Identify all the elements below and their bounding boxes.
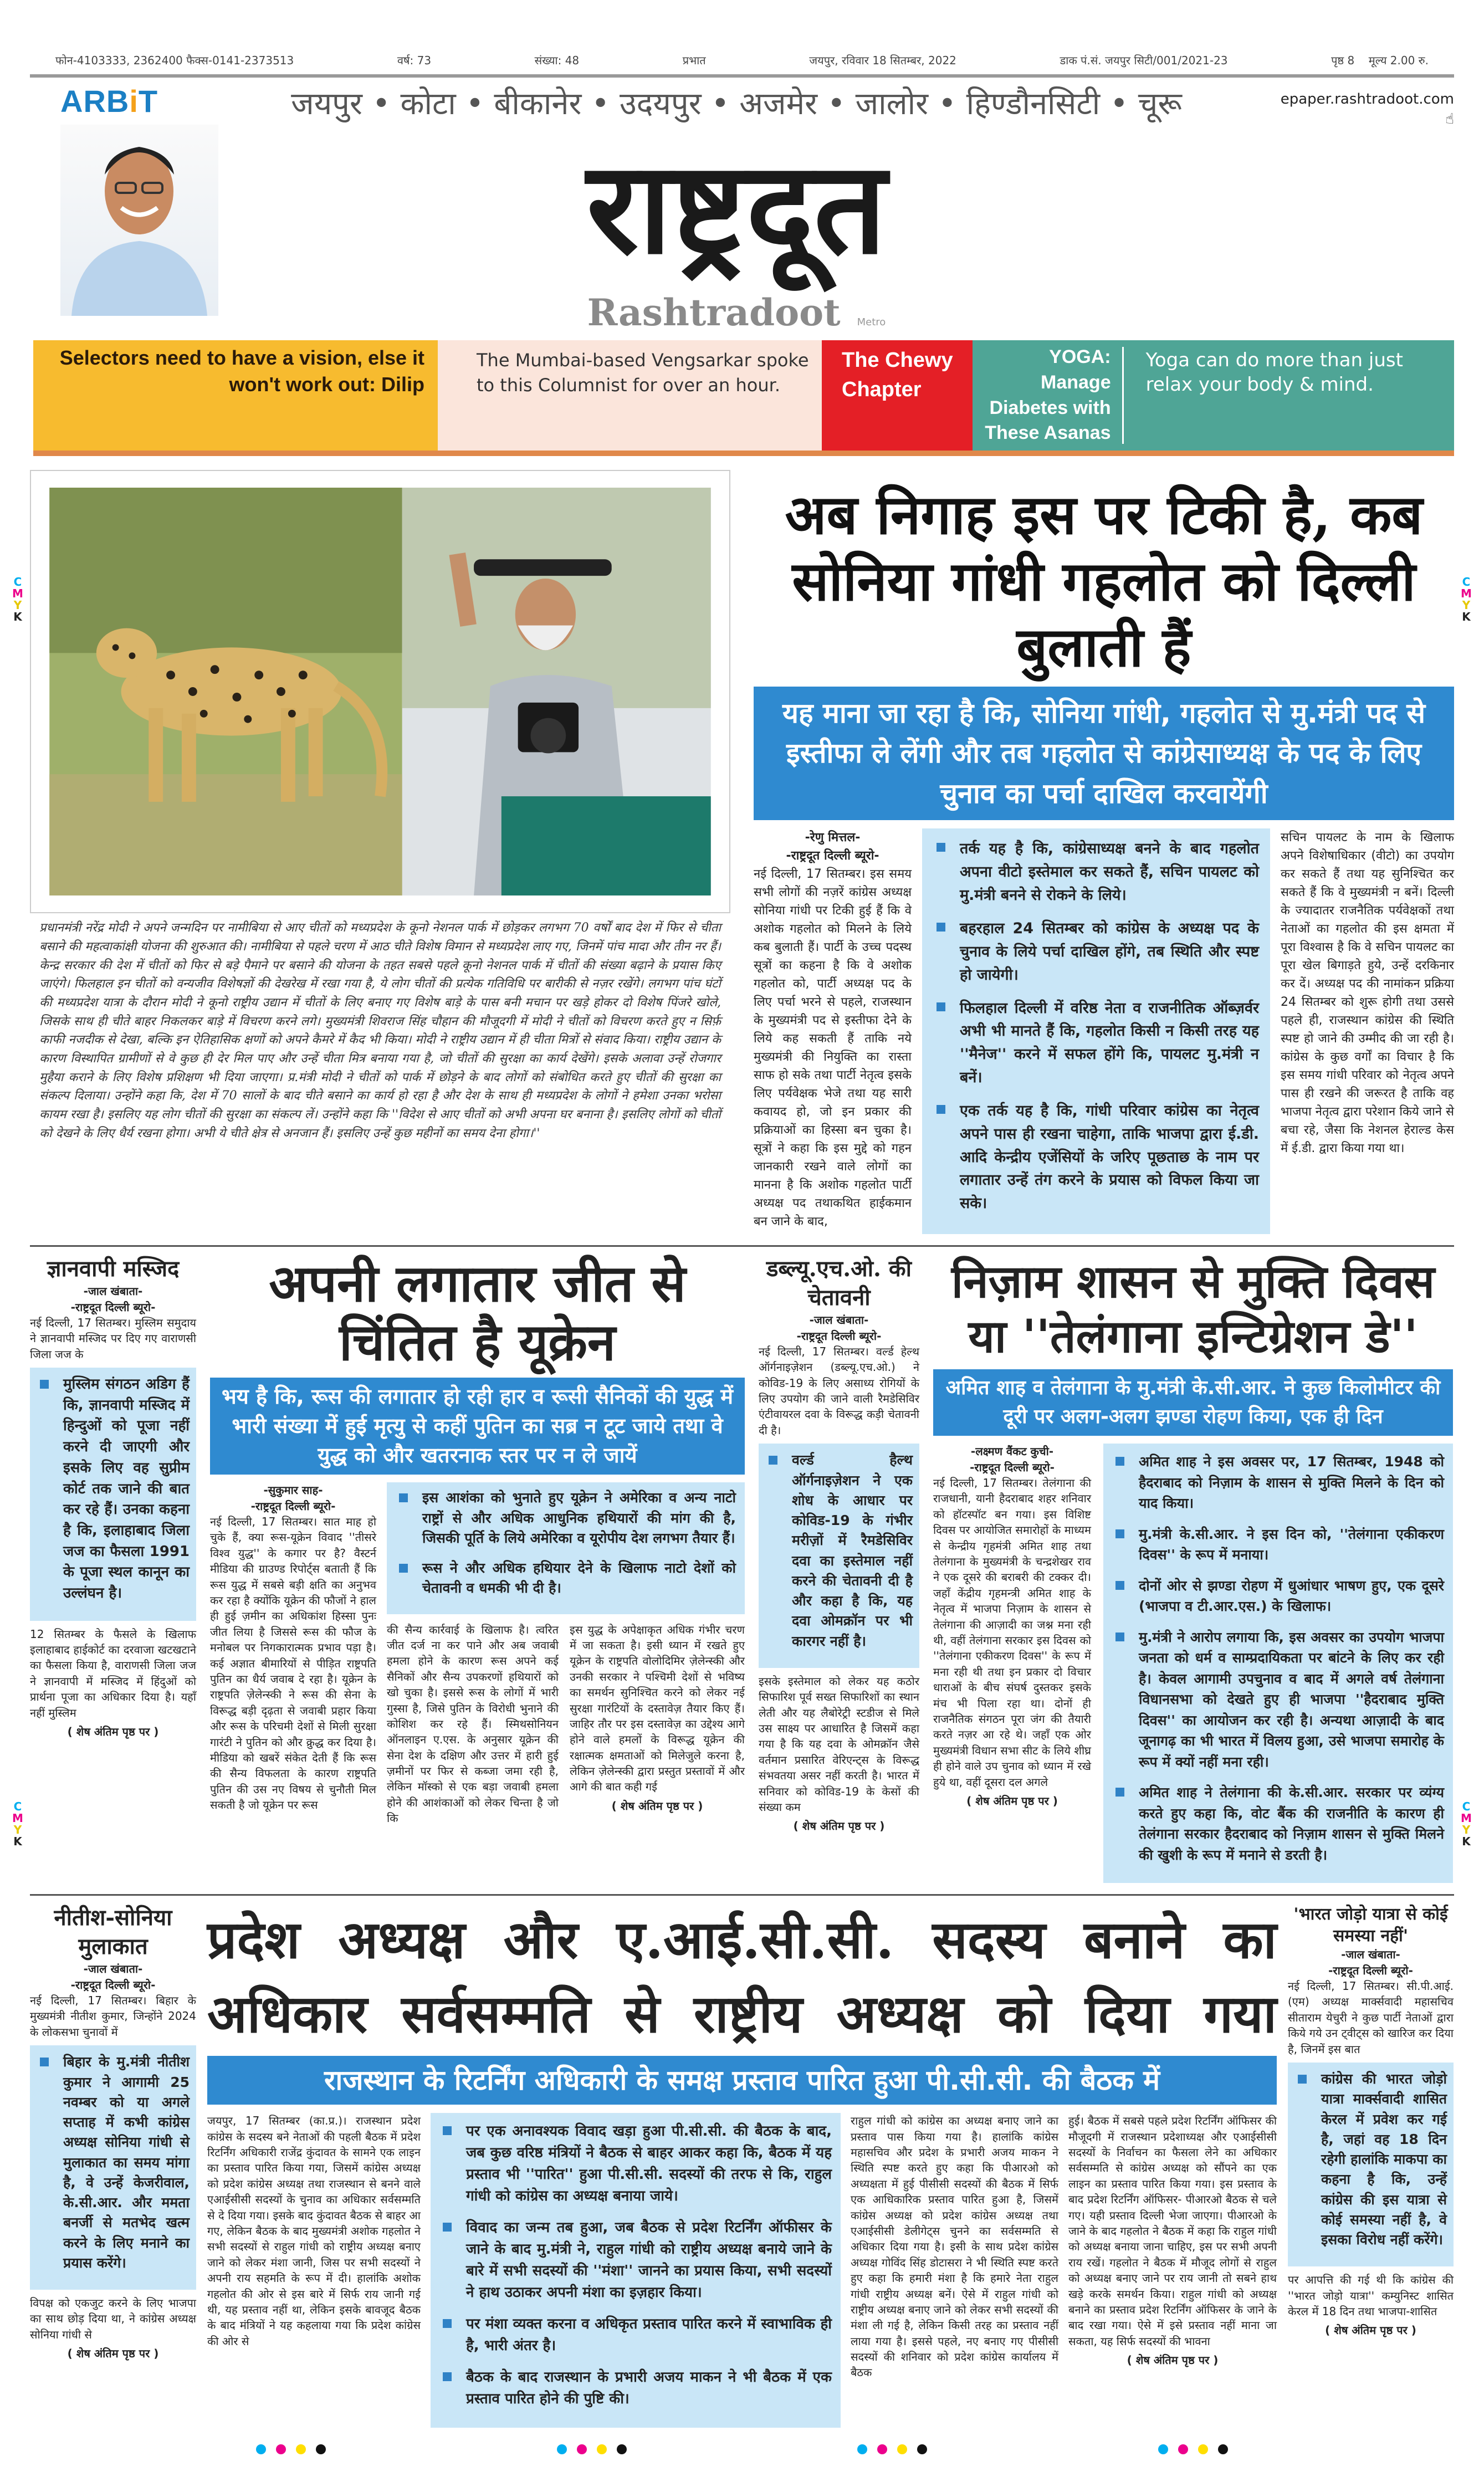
divider (30, 1245, 1454, 1247)
folio-strip (30, 53, 1454, 74)
bureau: -राष्ट्रदूत दिल्ली ब्यूरो- (1328, 1963, 1413, 1977)
highlight-item: अमित शाह ने तेलंगाना की के.सी.आर. सरकार पर व्यंग्य करते हुए कहा कि, वोट बैंक की राजनीति के कारण ही तेलंगाना सरकार हैदराबाद को निज़ाम शासन से मुक्ति मिलने की खुशी के रूप में मनाने से डरती है। (1112, 1782, 1444, 1865)
body-text: हुई। बैठक में सबसे पहले प्रदेश रिटर्निंग ऑफिसर की मौजूदगी में राजस्थान प्रदेशाध्यक्ष और एआईसीसी सदस्यों के निर्वाचन का फैसला लेने का अधिकार सर्वसम्मति से कांग्रेस अध्यक्ष को सौंपने का एक लाइन का प्रस्ताव पारित किया गया। इस प्रस्ताव के बाद प्रदेश रिटर्निंग ऑफिसर- पीआरओ बैठक से चले गए। यही प्रस्ताव दिल्ली भेजा जाएगा। पीआरओ के जाने के बाद गहलोत ने बैठक में कहा कि राहुल गांधी को अध्यक्ष बनाया जाना चाहिए, इस पर सभी अपनी राय रखें। गहलोत ने बैठक में मौजूद लोगों से राहुल को अध्यक्ष बनाए जाने पर राय जानी तो सबने हाथ खड़े करके समर्थन किया। राहुल गांधी को अध्यक्ष बनाने का प्रस्ताव प्रदेश रिटर्निंग ऑफिसर के जाने के बाद रखा गया। ऐसे में इसे प्रस्ताव नहीं माना जा सकता, यह सिर्फ सदस्यों की भावना (1068, 2114, 1277, 2348)
continued-link[interactable]: ( शेष अंतिम पृष्ठ पर ) (1127, 2353, 1219, 2367)
epaper-link[interactable]: epaper.rashtradoot.com (1280, 91, 1454, 108)
highlight-item: पर मंशा व्यक्त करना व अधिकृत प्रस्ताव पारित करने में स्वाभाविक ही है, भारी अंतर है। (439, 2314, 832, 2357)
byline: -लक्ष्मण वैंकट कुची- (970, 1445, 1054, 1459)
cmyk-registration-mark: C M Y K (1461, 1800, 1472, 1848)
masthead: राष्ट्रदूत (586, 132, 887, 283)
pcc-story (207, 1903, 1277, 2428)
lead-column-right: सचिन पायलट के नाम के खिलाफ अपने विशेषाधिकार (वीटो) का उपयोग कर सकते हैं तथा यह सुनिश्चित कर सकते हैं कि वे मुख्यमंत्री न बनें। दिल्ली के ज्यादातर राजनैतिक पर्यवेक्षकों तथा नेताओं का गहलोत की इस क्षमता में पूरा विश्वास है कि वे सचिन पायलट का पूरा खेल बिगाड़ते हुये, उन्हें दरकिनार कर दें। अध्यक्ष पद की नामांकन प्रक्रिया 24 सितम्बर को शुरू होगी तथा उससे पहले ही, राजस्थान कांग्रेस की स्थिति स्पष्ट हो जाने की उम्मीद की जा रही है। कांग्रेस के कुछ वर्गों का विचार है कि इस समय गांधी परिवार को नेतृत्व अपने पास ही रखने की जरूरत है ताकि वह भाजपा नेतृत्व द्वारा परेशान किये जाने से बचा रहे, जैसा कि नेशनल हेराल्ड केस में ई.डी. द्वारा किया गया था। (1281, 831, 1454, 1156)
teaser-bar (33, 340, 1454, 457)
ukraine-headline[interactable]: अपनी लगातार जीत से चिंतित है यूक्रेन (269, 1253, 686, 1372)
lead-column-left (754, 828, 912, 1231)
highlight-item: बैठक के बाद राजस्थान के प्रभारी अजय माकन ने भी बैठक में एक प्रस्ताव पारित होने की पुष्टि की। (439, 2367, 832, 2410)
lead-photo (30, 470, 730, 913)
metro-label: Metro (857, 316, 886, 328)
columnist-photo (60, 125, 218, 316)
body-text: इसके इस्तेमाल को लेकर यह कठोर सिफारिश पूर्व सख्त सिफारिशों का स्थान लेती और यह लैबोरेट्री स्टडीज से मिले उस साक्ष्य पर आधारित है जिसमें कहा गया है कि यह दवा के ओमक्रॉन जैसे वर्तमान प्रसारित वेरिएन्ट्स के विरूद्ध संभवतया असर नहीं करती है। भारत में सनिवार को कोविड-19 के केसों की संख्या कम (759, 1674, 919, 1814)
byline: -जाल खंबाता- (83, 1285, 143, 1298)
postal-reg: डाक पं.सं. जयपुर सिटी/001/2021-23 (1060, 54, 1228, 67)
highlight-item: अमित शाह ने इस अवसर पर, 17 सितम्बर, 1948 को हैदराबाद को निज़ाम के शासन से मुक्ति मिलने के दिन को याद किया। (1112, 1451, 1444, 1514)
edition-cities: जयपुर • कोटा • बीकानेर • उदयपुर • अजमेर • जालोर • हिण्डौनसिटी • चूरू (291, 86, 1182, 122)
highlight-item: मुस्लिम संगठन अडिग हैं कि, ज्ञानवापी मस्जिद में हिन्दुओं को पूजा नहीं करने दी जाएगी और इसके लिए वह सुप्रीम कोर्ट तक जाने की बात कर रहे हैं। उनका कहना है कि, इलाहाबाद जिला जज का फैसला 1991 के पूजा स्थल कानून का उल्लंघन है। (37, 1374, 190, 1604)
phone: फोन-4103333, 2362400 फैक्स-0141-2373513 (55, 54, 294, 67)
teaser-yoga[interactable] (973, 340, 1454, 451)
continued-link[interactable]: ( शेष अंतिम पृष्ठ पर ) (966, 1794, 1058, 1808)
highlight-item: एक तर्क यह है कि, गांधी परिवार कांग्रेस का नेतृत्व अपने पास ही रखना चाहेगा, ताकि भाजपा द्वारा ई.डी. आदि केन्द्रीय एजेंसियों के जरिए पूछताछ के नाम पर लगातार उन्हें तंग करने के प्रयास को विफल किया जा सके। (933, 1099, 1259, 1215)
body-text: इस युद्ध के अपेक्षाकृत अधिक गंभीर चरण में जा सकता है। इसी ध्यान में रखते हुए यूक्रेन के राष्ट्रपति वोलोदिमिर ज़ेलेन्स्की और उनकी सरकार ने पश्चिमी देशों से भविष्य का समर्थन सुनिश्चित करने को लेकर नई सुरक्षा गारंटियों के दस्तावेज़ तैयार किए हैं। जाहिर तौर पर इस दस्तावेज़ का उद्देश्य आगे होने वाले हमलों के विरूद्ध यूक्रेन की रक्षात्मक क्षमताओं को मिलेजुले करना है, लेकिन ज़ेलेन्स्की द्वारा प्रस्तुत प्रस्तावों में और आगे की बात कही गई (570, 1623, 745, 1794)
dateline: जयपुर, रविवार 18 सितम्बर, 2022 (809, 54, 956, 67)
yoga-title: Manage Diabetes with These Asanas (985, 371, 1111, 444)
byline: -जाल खंबाता- (809, 1313, 869, 1327)
body-text: नई दिल्ली, 17 सितम्बर। सात माह हो चुके हैं, क्या रूस-यूक्रेन विवाद ''तीसरे विश्व युद्ध'' के कगार पर है? वैस्टर्न मीडिया की ग्राउण्ड रिपोर्ट्स बताती हैं कि रूस युद्ध में सबसे बड़ी क्षति का अनुभव कर रहा है क्योंकि यूक्रेन की फौजों ने हाल ही हुई ज़मीन का अधिकांश हिस्सा पुनः जीत लिया है जिससे रूस की फौज के मनोबल पर निगकारात्मक प्रभाव पड़ा है। कई अज्ञात बीमारियों से पीड़ित राष्ट्रपति पुतिन का धैर्य जवाब दे रहा है। यूक्रेन के राष्ट्रपति ज़ेलेन्स्की ने रूस की सेना के विरूद्ध बड़ी दृढ़ता से जवाबी प्रहार किया और रूस के परिचमी देशों से मिली सुरक्षा गारंटी ने पुतिन को और क्रुद्ध कर दिया है। मीडिया को खबरें संकेत देती हैं कि रूस की सैन्य विफलता के कारण राष्ट्रपति पुतिन की उस नए विषय से चुनौती मिल सकती है जो यूक्रेन पर रूस (210, 1515, 376, 1812)
highlight-item: दोनों ओर से झण्डा रोहण में धुआंधार भाषण हुए, एक दूसरे (भाजपा व टी.आर.एस.) के खिलाफ। (1112, 1575, 1444, 1617)
highlight-item: रूस ने और अधिक हथियार देने के खिलाफ नाटो देशों को चेतावनी व धमकी भी दी है। (396, 1558, 736, 1599)
gyanvapi-story (30, 1255, 196, 1739)
byline: -सुकुमार साह- (263, 1483, 323, 1497)
body-text: नई दिल्ली, 17 सितम्बर। सी.पी.आई. (एम) अध्यक्ष मार्क्सवादी महासचिव सीताराम येचुरी ने कुछ पार्टी नेताओं द्वारा किये गये उन ट्वीट्स को खारिज कर दिया है, जिनमें इस बात (1288, 1979, 1454, 2056)
ukraine-story (210, 1255, 745, 1826)
lead-section (30, 470, 1454, 1234)
divider (30, 1894, 1454, 1896)
lead-highlights (922, 828, 1270, 1234)
ukraine-column-2: की सैन्य कार्रवाई के खिलाफ है। त्वरित जीत दर्ज ना कर पाने और अब जवाबी हमला होने के कारण रूस अपने कई सैनिकों और सैन्य उपकरणों हथियारों को खो चुका है। इससे रूस के लोगों में भारी गुस्सा है, जिसे पुतिन के विरोधी भुनाने की कोशिश कर रहे हैं। स्मिथसोनियन ऑनलाइन ए.एस. के अनुसार यूक्रेन की सेना देश के दक्षिण और उत्तर में हारी हुई ज़मीनों पर फिर से कब्जा जमा रही है, लेकिन मॉस्को से एक बड़ा जवाबी हमला होने की आशंकाओं को लेकर चिन्ता है जो कि (387, 1623, 559, 1825)
bharat-jodo-story (1288, 1903, 1454, 2338)
issue: संख्या: 48 (534, 54, 580, 67)
highlight-item: तर्क यह है कि, कांग्रेसाध्यक्ष बनने के बाद गहलोत अपना वीटो इस्तेमाल कर सकते हैं, सचिन पायलट को मु.मंत्री बनने से रोकने के लिये। (933, 837, 1259, 907)
who-story (759, 1255, 919, 1834)
bureau: -राष्ट्रदूत दिल्ली ब्यूरो- (970, 1460, 1055, 1474)
body-text: पर आपत्ति की गई थी कि कांग्रेस की ''भारत जोड़ो यात्रा'' कम्युनिस्ट शासित केरल में 18 दिन तथा भाजपा-शासित (1288, 2273, 1454, 2319)
highlight-item: वर्ल्ड हैल्थ ऑर्गनाइज़ेशन ने एक शोध के आधार पर कोविड-19 के गंभीर मरीज़ों में रैमडेसिविर दवा का इस्तेमाल नहीं करने की चेतावनी दी है और कहा है कि, यह दवा ओमक्रॉन पर भी कारगर नहीं है। (765, 1450, 913, 1651)
telangana-story (933, 1255, 1453, 1883)
bureau: -राष्ट्रदूत दिल्ली ब्यूरो- (70, 1978, 156, 1992)
bottom-section (30, 1903, 1454, 2428)
edition: प्रभात (682, 54, 706, 67)
ukraine-subhead: भय है कि, रूस की लगातार हो रही हार व रूसी सैनिकों की युद्ध में भारी संख्या में हुई मृत्यु से कहीं पुतिन का सब्र न टूट जाये तथा वे युद्ध को और खतरनाक स्तर पर न ले जायें (210, 1378, 745, 1475)
pcc-column-1: जयपुर, 17 सितम्बर (का.प्र.)। राजस्थान प्रदेश कांग्रेस के सदस्य बने नेताओं की पहली बैठक में प्रदेश रिटर्निंग अधिकारी राजेंद्र कुंदावत के सामने एक लाइन का प्रस्ताव पारित किया गया, जिसमें कांग्रेस अध्यक्ष को प्रदेश कांग्रेस अध्यक्ष तथा राजस्थान से बनने वाले एआईसीसी सदस्यों के चुनाव का अधिकार सर्वसम्मति से दे दिया गया। इसके बाद कुंदावत बैठक से बाहर आ गए, लेकिन बैठक के बाद मुख्यमंत्री अशोक गहलोत ने सभी सदस्यों से राहुल गांधी को राष्ट्रीय अध्यक्ष बनाए जाने को लेकर मंशा जानी, जिस पर सभी सदस्यों ने अपनी राय सहमति के रूप में दी। हालांकि अशोक गहलोत की ओर से इस बारे में सिर्फ राय जानी गई थी, यह प्रस्ताव नहीं था, लेकिन इसके बावजूद बैठक के बाद मंत्रियों ने यह कहलाया गया कि प्रदेश कांग्रेस की ओर से (207, 2114, 421, 2348)
byline: -जाल खंबाता- (1341, 1948, 1400, 1962)
highlight-item: फिलहाल दिल्ली में वरिष्ठ नेता व राजनीतिक ऑब्ज़र्वर अभी भी मानते हैं कि, गहलोत किसी न किसी तरह यह ''मैनेज'' करने में सफल होंगे कि, पायलट मु.मंत्री न बनें। (933, 997, 1259, 1089)
year: वर्ष: 73 (397, 54, 432, 67)
cmyk-registration-mark: C M Y K (12, 1800, 23, 1848)
sponsor-logo: ARBiT (60, 84, 158, 119)
color-dots (557, 2444, 627, 2454)
body-text: नई दिल्ली, 17 सितम्बर। वर्ल्ड हेल्थ ऑर्गनाइज़ेशन (डब्ल्यू.एच.ओ.) ने कोविड-19 के लिए असाध्य रोगियों के लिए उपयोग की जाने वाली रैमडेसिविर एंटीवायरल दवा के विरूद्ध कड़ी चेतावनी दी है। (759, 1344, 919, 1437)
bureau: -राष्ट्रदूत दिल्ली ब्यूरो- (786, 849, 879, 863)
color-dots (857, 2444, 927, 2454)
photo-caption: प्रधानमंत्री नरेंद्र मोदी ने अपने जन्मदिन पर नामीबिया से आए चीतों को मध्यप्रदेश के कूनो नेशनल पार्क में छोड़कर लगभग 70 वर्षों बाद देश में फिर से चीता बसाने की महत्वाकांक्षी योजना की शुरुआत की। नामीबिया से पहले चरण में आठ चीते विशेष विमान से मध्यप्रदेश लाए गए, जिनमें पांच मादा और तीन नर हैं। केन्द्र सरकार की देश में चीतों को फिर से बड़े पैमाने पर बसाने की योजना के तहत सबसे पहले कूनो नेशनल पार्क में चीतों की संख्या बढ़ाने के प्रयास किए जाएंगे। फिलहाल इन चीतों को वन्यजीव विशेषज्ञों की देखरेख में रखा गया है, ये लोग चीतों की प्रत्येक गतिविधि पर बारीकी से नज़र रखेंगे। लगभग पांच घंटों की मध्यप्रदेश यात्रा के दौरान मोदी ने कूनो राष्ट्रीय उद्यान में चीतों के लिए बनाए गए विशेष बाड़े के पास बनी मचान पर खड़े होकर दो विशेष पिंजरे खोले, जिसके साथ ही चीते बाहर निकलकर बाड़े में विचरण करने लगे। मुख्यमंत्री शिवराज सिंह चौहान की मौजूदगी में मोदी ने चीतों को विचरण करते हुए न सिर्फ़ काफी नजदीक से देखा, बल्कि इन ऐतिहासिक क्षणों को अपने कैमरे में कैद भी किया। मोदी ने राष्ट्रीय उद्यान में ही चीता मित्रों से संवाद किया। राष्ट्रीय उद्यान के कारण विस्थापित ग्रामीणों से वे कुछ ही देर मिल पाए और उन्हें चीता मित्र बनाया गया है, जो चीतों की सुरक्षा का कार्य देखेंगे। इसके अलावा उन्हें रोजगार मुहैया कराने के लिए विशेष प्रशिक्षण भी दिया जाएगा। प्र.मंत्री मोदी ने चीतों को पार्क में छोड़ने के बाद लोगों को संबोधित करते हुए चीतों की सुरक्षा का संकल्प दिलाया। उन्होंने कहा कि, देश में 70 सालों के बाद चीते बसाने का कार्य हो रहा है और देश के साथ ही मध्यप्रदेश के लोगों ने हमेशा उनका भरोसा कायम रखा है। इसलिए यह लोग चीतों की सुरक्षा का संकल्प लें। उन्होंने कहा कि ''विदेश से आए चीतों को अभी अपना घर बनाना है। इसलिए लोगों को चीतों को देखने के लिए धैर्य रखना होगा। अभी ये चीते क्षेत्र से अनजान हैं। इसलिए उन्हें कुछ महीनों का समय देना होगा।'' (39, 921, 721, 1140)
pcc-subhead: राजस्थान के रिटर्निंग अधिकारी के समक्ष प्रस्ताव पारित हुआ पी.सी.सी. की बैठक में (207, 2056, 1277, 2105)
hand-cursor-icon: ☝ (1445, 111, 1454, 127)
ukraine-column-3 (570, 1622, 745, 1814)
pcc-column-3 (1068, 2113, 1277, 2368)
pcc-column-2: राहुल गांधी को कांग्रेस का अध्यक्ष बनाए जाने का प्रस्ताव पास किया गया है। हालांकि कांग्रेस महासचिव और प्रदेश के प्रभारी अजय माकन ने स्थिति स्पष्ट करते हुए कहा कि पीआरओ को अध्यक्षता में हुई पीसीसी सदस्यों की बैठक में सिर्फ एक आधिकारिक प्रस्ताव पारित हुआ है, जिसमें कांग्रेस अध्यक्ष को प्रदेश कांग्रेस अध्यक्ष तथा एआईसीसी डेलीगेट्स चुनने का सर्वसम्मति से अधिकार दिया गया है। इसी के साथ प्रदेश कांग्रेस अध्यक्ष गोविंद सिंह डोटासरा ने भी स्थिति स्पष्ट करते हुए कहा कि हमारी मंशा है कि हमारे नेता राहुल गांधी राष्ट्रीय अध्यक्ष बनें। ऐसे में राहुल गांधी को राष्ट्रीय अध्यक्ष बनाए जाने को लेकर सभी सदस्यों की मंशा ली गई है, लेकिन किसी तरह का प्रस्ताव नहीं लाया गया है। इससे पहले, नए बनाए गए पीसीसी सदस्यों की शनिवार को प्रदेश कांग्रेस कार्यालय में बैठक (851, 2114, 1058, 2379)
continued-link[interactable]: ( शेष अंतिम पृष्ठ पर ) (793, 1819, 885, 1833)
bharat-jodo-headline[interactable]: 'भारत जोड़ो यात्रा से कोई समस्या नहीं' (1293, 1905, 1448, 1946)
lead-subhead: यह माना जा रहा है कि, सोनिया गांधी, गहलोत से मु.मंत्री पद से इस्तीफा ले लेंगी और तब गहलोत से कांग्रेसाध्यक्ष के पद के लिए चुनाव का पर्चा दाखिल करवायेंगी (754, 687, 1454, 821)
cmyk-registration-mark: C M Y K (12, 575, 23, 623)
bureau: -राष्ट्रदूत दिल्ली ब्यूरो- (70, 1300, 156, 1314)
masthead-english: Rashtradoot (587, 290, 841, 334)
nitish-headline[interactable]: नीतीश-सोनिया मुलाकात (54, 1905, 172, 1960)
body-text: 12 सितम्बर के फैसले के खिलाफ इलाहाबाद हाईकोर्ट का दरवाजा खटखटाने का फैसला किया है, वाराणसी जिला जज ने ज्ञानवापी में मस्जिद में हिंदुओं को प्रार्थना पूजा का अधिकार दिया है। यहाँ नहीं मुस्लिम (30, 1627, 196, 1720)
ukraine-column-1 (210, 1482, 376, 1813)
byline: -जाल खंबाता- (83, 1962, 143, 1976)
highlight-item: बिहार के मु.मंत्री नीतीश कुमार ने आगामी 25 नवम्बर को या अगले सप्ताह में कभी कांग्रेस अध्यक्ष सोनिया गांधी से मुलाकात का समय मांगा है, वे उन्हें केजरीवाल, के.सी.आर. और ममता बनर्जी से मतभेद खत्म करने के लिए मनाने का प्रयास करेंगे। (37, 2052, 190, 2273)
continued-link[interactable]: ( शेष अंतिम पृष्ठ पर ) (1325, 2324, 1416, 2337)
byline: -रेणु मित्तल- (805, 831, 861, 845)
highlight-item: बहरहाल 24 सितम्बर को कांग्रेस के अध्यक्ष पद के चुनाव के लिये पर्चा दाखिल होंगे, तब स्थिति और स्पष्ट हो जायेगी। (933, 917, 1259, 987)
highlight-item: विवाद का जन्म तब हुआ, जब बैठक से प्रदेश रिटर्निंग ऑफीसर के जाने के बाद मु.मंत्री ने, राहुल गांधी को राष्ट्रीय अध्यक्ष बनाये जाने के बारे में सभी सदस्यों की ''मंशा'' जानने का प्रयास किया, सभी सदस्यों ने हाथ उठाकर अपनी मंशा का इज़हार किया। (439, 2217, 832, 2304)
highlight-item: मु.मंत्री ने आरोप लगाया कि, इस अवसर का उपयोग भाजपा जनता को धर्म व साम्प्रदायिकता पर बांटने के लिए कर रही है। केवल आगामी उपचुनाव व बाद में अगले वर्ष तेलंगाना विधानसभा को देखते हुए ही भाजपा ''हैदराबाद मुक्ति दिवस'' का आयोजन कर रही है। अन्यथा आज़ादी के बाद जूनागढ़ का भी भारत में विलय हुआ, उसे भाजपा समारोह के रूप में क्यों नहीं मना रही। (1112, 1627, 1444, 1773)
gyanvapi-headline[interactable]: ज्ञानवापी मस्जिद (47, 1256, 180, 1282)
nitish-story (30, 1903, 196, 2361)
divider (30, 74, 1454, 78)
ukraine-highlights (387, 1482, 745, 1614)
pcc-headline[interactable]: प्रदेश अध्यक्ष और ए.आई.सी.सी. सदस्य बनाने का अधिकार सर्वसम्मति से राष्ट्रीय अध्यक्ष को दिया गया (207, 1910, 1277, 2045)
bureau: -राष्ट्रदूत दिल्ली ब्यूरो- (796, 1329, 882, 1343)
highlight-item: कांग्रेस की भारत जोड़ो यात्रा मार्क्सवादी शासित केरल में प्रवेश कर गई है, जहां वह 18 दिन रहेगी हालांकि माकपा का कहना है कि, उन्हें कांग्रेस की इस यात्रा से कोई समस्या नहीं है, वे इसका विरोध नहीं करेंगे। (1294, 2069, 1447, 2250)
telangana-highlights (1103, 1444, 1453, 1883)
body-text: नई दिल्ली, 17 सितम्बर। बिहार के मुख्यमंत्री नीतीश कुमार, जिन्होंने 2024 के लोकसभा चुनावों में (30, 1994, 196, 2039)
continued-link[interactable]: ( शेष अंतिम पृष्ठ पर ) (611, 1799, 703, 1813)
highlight-item: पर एक अनावश्यक विवाद खड़ा हुआ पी.सी.सी. की बैठक के बाद, जब कुछ वरिष्ठ मंत्रियों ने बैठक से बाहर आकर कहा कि, बैठक में यह प्रस्ताव भी ''पारित'' हुआ पी.सी.सी. सदस्यों की तरफ से कि, राहुल गांधी को कांग्रेस का अध्यक्ष बनाया जाये। (439, 2121, 832, 2207)
body-text: नई दिल्ली, 17 सितम्बर। तेलंगाना की राजधानी, यानी हैदराबाद शहर शनिवार को हॉटस्पॉट बन गया। इस विशिष्ट दिवस पर आयोजित समारोहों के माध्यम से केन्द्रीय गृहमंत्री अमित शाह तथा तेलंगाना के मुख्यमंत्री के चन्द्रशेखर राव ने एक दूसरे की बराबरी की टक्कर दी। जहाँ केंद्रीय गृहमन्त्री अमित शाह के नेतृत्व में भाजपा निज़ाम के शासन से तेलंगाना की आज़ादी का जश्न मना रही थी, वहीं तेलंगाना सरकार इस दिवस को ''तेलंगाना एकीकरण दिवस'' के रूप में मना रही थी तथा इन प्रकार दो विचार धाराओं के बीच संघर्ष दुस्तकर इसके मंच भी पिला रहा था। दोनों ही राजनैतिक संगठन पूरा जंग की तैयारी करते नज़र आ रहे थे। जहाँ एक ओर मुख्यमंत्री विधान सभा सीट के लिये शीघ्र ही होने वाले उप चुनाव को ध्यान में रखे हुये था, वहीं दूसरा दल अगले (933, 1476, 1091, 1789)
teaser-cricket[interactable]: Selectors need to have a vision, else it won't work out: Dilip (33, 340, 438, 451)
middle-section (30, 1255, 1454, 1883)
cmyk-registration-mark: C M Y K (1461, 575, 1472, 623)
masthead-area (30, 83, 1454, 335)
body-text: विपक्ष को एकजुट करने के लिए भाजपा का साथ छोड़ दिया था, ने कांग्रेस अध्यक्ष सोनिया गांधी से (30, 2296, 196, 2341)
color-dots (256, 2444, 326, 2454)
body-text: नई दिल्ली, 17 सितम्बर। इस समय सभी लोगों की नज़रें कांग्रेस अध्यक्ष सोनिया गांधी पर टिकी हुई हैं कि वे अशोक गहलोत को मिलने के लिये कब बुलाती हैं। पार्टी के उच्च पदस्थ सूत्रों का कहना है कि वे अशोक गहलोत को, पार्टी अध्यक्ष पद के लिए पर्चा भरने से पहले, राजस्थान के मुख्यमंत्री पद से इस्तीफा देने के लिये कह सकती हैं ताकि नये मुख्यमंत्री की नियुक्ति का रास्ता साफ हो सके तथा पार्टी नेतृत्व इसके लिए पर्यवेक्षक भेजे तथा यह सारी कवायद हो, जो इन प्रकार की प्रक्रियाओं का हिस्सा बन चुका है। सूत्रों ने कहा कि इस मुद्दे को गहन जानकारी रखने वाले लोगों का मानना है कि अशोक गहलोत पार्टी अध्यक्ष पद तथाकथित हाईकमान बन जाने के बाद, (754, 867, 912, 1229)
telangana-column (933, 1444, 1091, 1809)
lead-headline[interactable]: अब निगाह इस पर टिकी है, कब सोनिया गांधी गहलोत को दिल्ली बुलाती हैं (785, 483, 1423, 680)
teaser-chewy-chapter[interactable]: The Chewy Chapter (822, 340, 973, 451)
yoga-sub: Yoga can do more than just relax your body & mind. (1122, 347, 1454, 444)
price: मूल्य 2.00 रु. (1368, 54, 1429, 67)
telangana-subhead: अमित शाह व तेलंगाना के मु.मंत्री के.सी.आर. ने कुछ किलोमीटर की दूरी पर अलग-अलग झण्डा रोहण किया, एक ही दिन (933, 1369, 1453, 1436)
continued-link[interactable]: ( शेष अंतिम पृष्ठ पर ) (67, 1725, 159, 1738)
who-headline[interactable]: डब्ल्यू.एच.ओ. की चेतावनी (766, 1256, 912, 1311)
continued-link[interactable]: ( शेष अंतिम पृष्ठ पर ) (67, 2347, 159, 2361)
color-dots (1158, 2444, 1228, 2454)
highlight-item: इस आशंका को भुनाते हुए यूक्रेन ने अमेरिका व अन्य नाटो राष्ट्रों से और अधिक आधुनिक हथियारों की मांग की है, जिसकी पूर्ति के लिये अमेरिका व यूरोपीय देश लगभग तैयार हैं। (396, 1488, 736, 1548)
color-dots-row (30, 2428, 1454, 2460)
bureau: -राष्ट्रदूत दिल्ली ब्यूरो- (250, 1499, 336, 1513)
cheetah-and-pm-photo (48, 488, 713, 895)
telangana-headline[interactable]: निज़ाम शासन से मुक्ति दिवस या ''तेलंगाना इन्टिग्रेशन डे'' (951, 1255, 1435, 1363)
teaser-vengsarkar[interactable]: The Mumbai-based Vengsarkar spoke to this Columnist for over an hour. (438, 340, 822, 451)
page-number: पृष्ठ 8 (1331, 54, 1355, 67)
body-text: नई दिल्ली, 17 सितम्बर। मुस्लिम समुदाय ने ज्ञानवापी मस्जिद पर दिए गए वाराणसी जिला जज के (30, 1316, 196, 1361)
highlight-item: मु.मंत्री के.सी.आर. ने इस दिन को, ''तेलंगाना एकीकरण दिवस'' के रूप में मनाया। (1112, 1524, 1444, 1565)
yoga-label: YOGA: (1049, 346, 1111, 367)
pcc-highlights (431, 2113, 841, 2428)
